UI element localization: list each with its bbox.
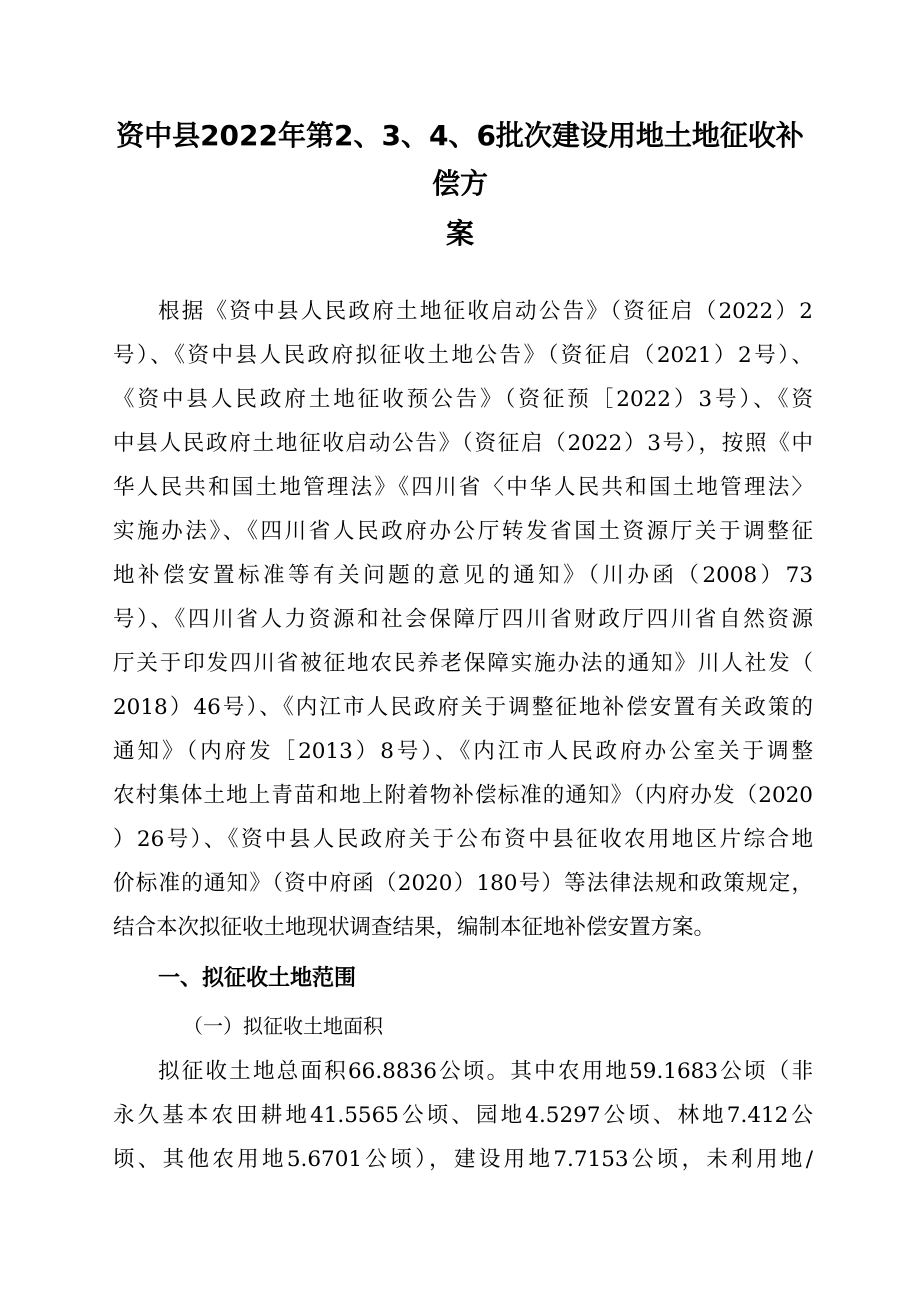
paragraph-line: 结合本次拟征收土地现状调查结果，编制本征地补偿安置方案。 <box>113 915 716 940</box>
paragraph-line: 《资中县人民政府土地征收预公告》（资征预［2022）3号）、《资 <box>113 387 813 412</box>
paragraph-line: 厅关于印发四川省被征地农民养老保障实施办法的通知》川人社发（ <box>113 651 813 676</box>
paragraph-line: 号）、《四川省人力资源和社会保障厅四川省财政厅四川省自然资源 <box>113 607 813 632</box>
paragraph-line: 实施办法》、《四川省人民政府办公厅转发省国土资源厅关于调整征 <box>113 519 813 544</box>
paragraph-line: ）26号）、《资中县人民政府关于公布资中县征收农用地区片综合地 <box>113 827 813 852</box>
paragraph-line: 地补偿安置标准等有关问题的意见的通知》（川办函（2008）73 <box>113 563 813 588</box>
paragraph-line: 永久基本农田耕地41.5565公顷、园地4.5297公顷、林地7.412公 <box>113 1103 813 1128</box>
subsection-heading: （一）拟征收土地面积 <box>183 1014 383 1038</box>
document-title-line-2: 偿方 <box>431 167 488 200</box>
document-title-line-1: 资中县2022年第2、3、4、6批次建设用地土地征收补 <box>116 119 804 152</box>
paragraph-line: 中县人民政府土地征收启动公告》（资征启（2022）3号），按照《中 <box>113 431 813 456</box>
paragraph-line: 通知》（内府发［2013）8号）、《内江市人民政府办公室关于调整 <box>113 739 813 764</box>
paragraph-line: 根据《资中县人民政府土地征收启动公告》（资征启（2022）2 <box>158 299 813 324</box>
section-heading: 一、拟征收土地范围 <box>158 966 357 991</box>
paragraph-line: 农村集体土地上青苗和地上附着物补偿标准的通知》（内府办发（2020 <box>113 783 813 808</box>
paragraph-line: 号）、《资中县人民政府拟征收土地公告》（资征启（2021）2号）、 <box>113 343 813 368</box>
paragraph-line: 价标准的通知》（资中府函（2020）180号）等法律法规和政策规定， <box>113 871 813 896</box>
paragraph-line: 顷、其他农用地5.6701公顷），建设用地7.7153公顷，未利用地/ <box>113 1147 813 1172</box>
document-title-line-3: 案 <box>445 217 474 250</box>
paragraph-line: 华人民共和国土地管理法》《四川省〈中华人民共和国土地管理法〉 <box>113 475 813 500</box>
paragraph-line: 2018）46号）、《内江市人民政府关于调整征地补偿安置有关政策的 <box>113 695 813 720</box>
paragraph-line: 拟征收土地总面积66.8836公顷。其中农用地59.1683公顷（非 <box>158 1059 813 1084</box>
